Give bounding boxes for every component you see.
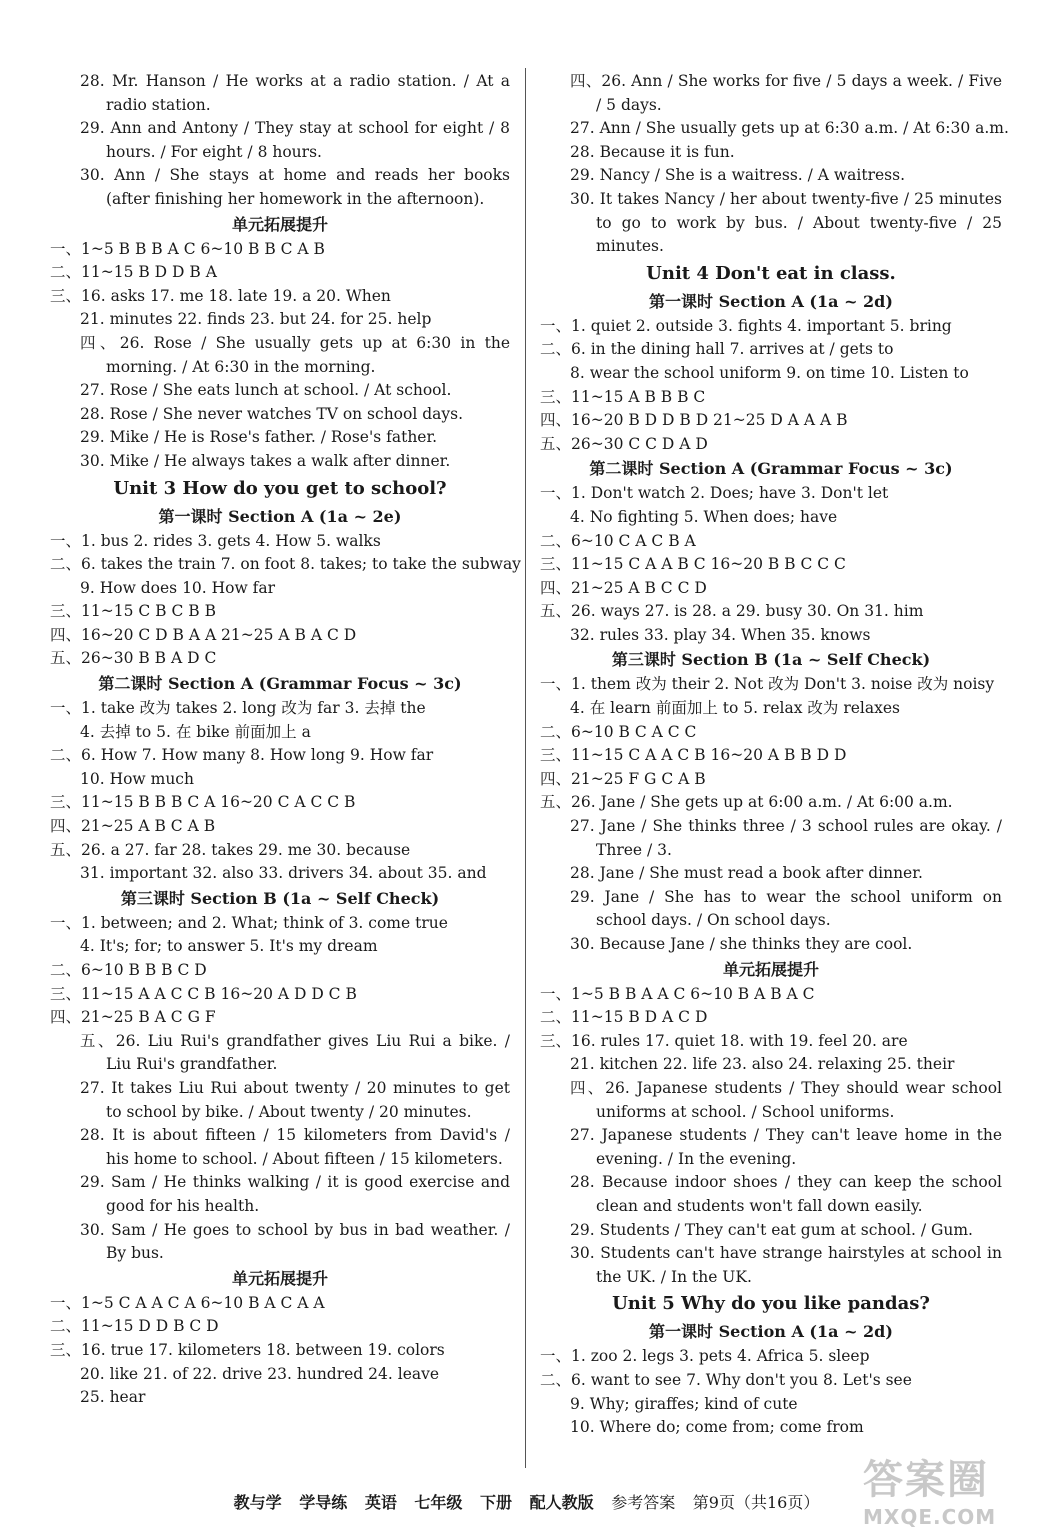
answer-line: 28. Because it is fun. — [570, 142, 735, 161]
answer-line: 二、6. takes the train 7. on foot 8. takes; to take the subway — [50, 555, 521, 574]
answer-line: 二、11~15 B D A C D — [540, 1008, 708, 1027]
unit-title: Unit 3 How do you get to school? — [113, 477, 447, 499]
answer-line: 29. Ann and Antony / They stay at school for eight / 8 hours. / For eight / 8 hours. — [80, 119, 510, 161]
answer-line: 27. Jane / She thinks three / 3 school rules are okay. / Three / 3. — [570, 817, 1002, 859]
answer-line: 三、11~15 B B B C A 16~20 C A C C B — [50, 793, 356, 812]
answer-line: 一、1. Don't watch 2. Does; have 3. Don't let — [540, 484, 889, 503]
answer-line: 四、26. Rose / She usually gets up at 6:30 in the morning. / At 6:30 in the morning. — [80, 333, 510, 376]
answer-line: 30. Mike / He always takes a walk after dinner. — [80, 451, 451, 470]
answer-line: 一、1. them 改为 their 2. Not 改为 Don't 3. noise 改为 noisy — [540, 675, 995, 694]
answer-line: 四、16~20 C D B A A 21~25 A B A C D — [50, 625, 357, 644]
answer-line: 三、11~15 A B B B C — [540, 387, 706, 406]
answer-line: 28. Jane / She must read a book after dinner. — [570, 864, 923, 883]
answer-line: 一、1~5 B B B A C 6~10 B B C A B — [50, 239, 325, 258]
watermark-bottom: MXQE.COM — [863, 1505, 997, 1529]
answer-line: 五、26~30 C C D A D — [540, 434, 708, 453]
answer-line: 一、1~5 C A A C A 6~10 B A C A A — [50, 1293, 325, 1312]
lesson-heading: 第一课时 Section A (1a ~ 2d) — [649, 1322, 893, 1342]
answer-line: 五、26. a 27. far 28. takes 29. me 30. because — [50, 840, 411, 859]
answer-line: 二、11~15 B D D B A — [50, 263, 217, 282]
answer-line: 一、1. quiet 2. outside 3. fights 4. important 5. bring — [540, 316, 952, 335]
answer-line: 四、21~25 A B C A B — [50, 817, 216, 836]
answer-line: 30. It takes Nancy / her about twenty-five / 25 minutes to go to work by bus. / About twenty-five / 25 minutes. — [570, 189, 1002, 256]
answer-line: 27. It takes Liu Rui about twenty / 20 minutes to get to school by bike. / About twenty / 20 minutes. — [80, 1078, 510, 1121]
answer-line: 31. important 32. also 33. drivers 34. about 35. and — [80, 864, 487, 883]
answer-line: 五、26~30 B B A D C — [50, 649, 217, 668]
unit-title: Unit 5 Why do you like pandas? — [612, 1293, 930, 1315]
footer-edition: 配人教版 — [529, 1493, 594, 1512]
left-column — [50, 70, 521, 1410]
answer-line: 28. Rose / She never watches TV on school days. — [80, 404, 464, 423]
answer-line: 二、6~10 C A C B A — [540, 531, 696, 550]
answer-line: 三、11~15 C B C B B — [50, 602, 216, 621]
lesson-heading: 第二课时 Section A (Grammar Focus ~ 3c) — [589, 459, 953, 479]
answer-line: 三、11~15 A A C C B 16~20 A D D C B — [50, 984, 357, 1003]
lesson-heading: 第三课时 Section B (1a ~ Self Check) — [611, 650, 931, 670]
answer-line: 27. Ann / She usually gets up at 6:30 a.m. / At 6:30 a.m. — [570, 119, 1009, 138]
answer-line: 10. How much — [80, 769, 194, 788]
column-divider — [525, 68, 526, 1468]
answer-line: 30. Students can't have strange hairstyles at school in the UK. / In the UK. — [570, 1244, 1002, 1286]
right-column — [540, 70, 1009, 1440]
answer-line: 四、21~25 F G C A B — [540, 769, 706, 788]
answer-line: 三、16. true 17. kilometers 18. between 19. colors — [50, 1340, 445, 1359]
answer-line: 10. Where do; come from; come from — [570, 1418, 864, 1437]
footer-series: 学导练 — [299, 1493, 348, 1512]
answer-line: 二、6~10 B B B C D — [50, 961, 207, 979]
answer-line: 一、1~5 B B A A C 6~10 B A B A C — [540, 984, 815, 1003]
answer-line: 20. like 21. of 22. drive 23. hundred 24. leave — [80, 1364, 440, 1383]
answer-line: 二、6. want to see 7. Why don't you 8. Let's see — [540, 1370, 912, 1389]
answer-line: 9. Why; giraffes; kind of cute — [570, 1394, 798, 1413]
footer-subject: 英语 — [364, 1493, 397, 1512]
answer-line: 四、16~20 B D D B D 21~25 D A A A B — [540, 411, 848, 430]
page-number: 第9页（共16页） — [692, 1493, 820, 1512]
footer-brand: 教与学 — [233, 1493, 282, 1512]
answer-line: 四、26. Japanese students / They should wear school uniforms at school. / School uniforms. — [570, 1078, 1002, 1121]
watermark-top: 答案圈 — [863, 1457, 989, 1503]
answer-line: 21. minutes 22. finds 23. but 24. for 25. help — [80, 310, 432, 329]
lesson-heading: 单元拓展提升 — [231, 1268, 328, 1288]
answer-line: 8. wear the school uniform 9. on time 10. Listen to — [570, 363, 969, 382]
answer-line: 28. Because indoor shoes / they can keep the school clean and students won't fall down easily. — [570, 1173, 1002, 1215]
answer-line: 一、1. take 改为 takes 2. long 改为 far 3. 去掉 the — [50, 699, 426, 718]
answer-line: 30. Because Jane / she thinks they are cool. — [570, 935, 913, 953]
answer-line: 四、26. Ann / She works for five / 5 days a week. / Five / 5 days. — [570, 72, 1002, 114]
answer-line: 29. Sam / He thinks walking / it is good exercise and good for his health. — [80, 1173, 510, 1215]
footer-label: 参考答案 — [611, 1493, 676, 1512]
answer-line: 29. Nancy / She is a waitress. / A waitress. — [570, 166, 906, 185]
answer-line: 28. Mr. Hanson / He works at a radio station. / At a radio station. — [80, 72, 510, 114]
answer-line: 一、1. zoo 2. legs 3. pets 4. Africa 5. sleep — [540, 1347, 870, 1366]
answer-line: 四、21~25 A B C C D — [540, 578, 707, 597]
answer-line: 28. It is about fifteen / 15 kilometers from David's / his home to school. / About fifteen / 15 kilometers. — [80, 1126, 510, 1168]
lesson-heading: 第三课时 Section B (1a ~ Self Check) — [120, 888, 440, 908]
watermark-logo — [863, 1448, 1033, 1528]
answer-line: 二、6~10 B C A C C — [540, 722, 697, 741]
answer-line: 29. Students / They can't eat gum at school. / Gum. — [570, 1220, 973, 1239]
answer-line: 二、11~15 D D B C D — [50, 1317, 219, 1336]
lesson-heading: 第一课时 Section A (1a ~ 2d) — [649, 291, 893, 311]
footer-grade: 七年级 — [414, 1493, 463, 1512]
answer-line: 二、6. in the dining hall 7. arrives at / gets to — [540, 340, 894, 359]
footer-volume: 下册 — [480, 1493, 513, 1512]
answer-line: 30. Sam / He goes to school by bus in bad weather. / By bus. — [80, 1220, 510, 1263]
answer-line: 三、16. rules 17. quiet 18. with 19. feel 20. are — [540, 1031, 908, 1050]
answer-line: 9. How does 10. How far — [80, 578, 276, 597]
unit-title: Unit 4 Don't eat in class. — [646, 262, 896, 284]
answer-line: 25. hear — [80, 1388, 146, 1407]
answer-line: 4. It's; for; to answer 5. It's my dream — [80, 937, 378, 956]
answer-line: 29. Jane / She has to wear the school uniform on school days. / On school days. — [570, 887, 1002, 930]
answer-line: 五、26. Liu Rui's grandfather gives Liu Rui a bike. / Liu Rui's grandfather. — [80, 1031, 510, 1074]
answer-line: 五、26. Jane / She gets up at 6:00 a.m. / At 6:00 a.m. — [540, 793, 953, 812]
lesson-heading: 第二课时 Section A (Grammar Focus ~ 3c) — [98, 674, 462, 694]
answer-line: 二、6. How 7. How many 8. How long 9. How far — [50, 746, 434, 765]
answer-line: 27. Japanese students / They can't leave home in the evening. / In the evening. — [570, 1126, 1002, 1168]
answer-line: 4. No fighting 5. When does; have — [570, 507, 838, 526]
answer-line: 32. rules 33. play 34. When 35. knows — [570, 625, 871, 644]
answer-line: 4. 在 learn 前面加上 to 5. relax 改为 relaxes — [570, 699, 900, 718]
lesson-heading: 单元拓展提升 — [231, 214, 328, 234]
lesson-heading: 第一课时 Section A (1a ~ 2e) — [158, 506, 402, 526]
answer-line: 三、11~15 C A A B C 16~20 B B C C C — [540, 555, 846, 574]
answer-line: 4. 去掉 to 5. 在 bike 前面加上 a — [80, 722, 311, 741]
lesson-heading: 单元拓展提升 — [722, 959, 819, 979]
answer-line: 一、1. bus 2. rides 3. gets 4. How 5. walks — [50, 531, 381, 550]
answer-line: 三、16. asks 17. me 18. late 19. a 20. When — [50, 286, 391, 305]
answer-line: 21. kitchen 22. life 23. also 24. relaxing 25. their — [570, 1055, 955, 1074]
answer-line: 五、26. ways 27. is 28. a 29. busy 30. On 31. him — [540, 602, 924, 621]
answer-line: 三、11~15 C A A C B 16~20 A B B D D — [540, 746, 847, 765]
answer-line: 一、1. between; and 2. What; think of 3. come true — [50, 913, 448, 932]
answer-line: 29. Mike / He is Rose's father. / Rose's father. — [80, 428, 438, 447]
answer-line: 30. Ann / She stays at home and reads her books (after finishing her homework in the afternoon). — [80, 166, 510, 208]
answer-line: 27. Rose / She eats lunch at school. / At school. — [80, 381, 452, 400]
answer-line: 四、21~25 B A C G F — [50, 1008, 216, 1027]
